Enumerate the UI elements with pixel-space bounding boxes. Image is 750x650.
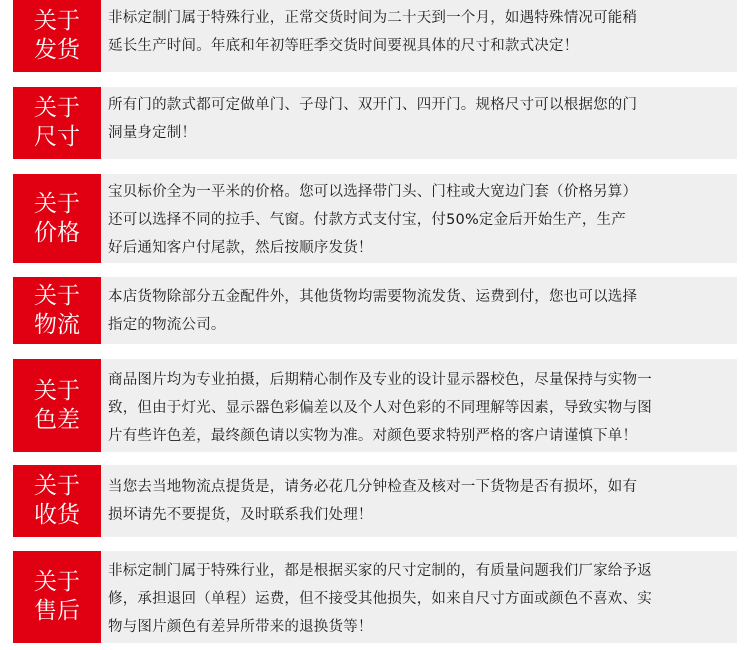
notice-label-line: 收货	[34, 502, 80, 528]
notice-label-line: 关于	[34, 282, 80, 309]
notice-text-line: 还可以选择不同的拉手、气窗。付款方式支付宝，付50%定金后开始生产，生产	[108, 212, 626, 228]
notice-text-line: 延长生产时间。年底和年初等旺季交货时间要视具体的尺寸和款式决定！	[108, 38, 579, 54]
notice-color-difference	[13, 359, 737, 452]
notice-label-line: 关于	[34, 190, 80, 217]
notice-text-line: 损坏请先不要提货，及时联系我们处理！	[108, 507, 373, 523]
notice-shipping	[13, 0, 737, 72]
notice-logistics	[13, 277, 737, 344]
notice-text	[108, 473, 729, 529]
notice-text	[108, 91, 729, 147]
notice-label-line: 色差	[34, 406, 80, 433]
notice-text-line: 洞量身定制！	[108, 125, 197, 141]
notice-text-line: 修，承担退回（单程）运费，但不接受其他损失，如来自尺寸方面或颜色不喜欢、实	[108, 591, 652, 607]
notice-text-line: 好后通知客户付尾款，然后按顺序发货！	[108, 240, 373, 256]
notice-label-line: 价格	[34, 219, 80, 246]
notice-text	[108, 557, 729, 641]
notice-text-line: 非标定制门属于特殊行业，正常交货时间为二十天到一个月，如遇特殊情况可能稍	[108, 10, 638, 26]
notice-text	[108, 283, 729, 339]
notice-label	[13, 465, 101, 537]
notice-text	[108, 178, 729, 262]
notice-label	[13, 551, 101, 643]
notice-size	[13, 87, 737, 159]
notice-text-line: 所有门的款式都可定做单门、子母门、双开门、四开门。规格尺寸可以根据您的门	[108, 97, 638, 113]
notice-label-line: 关于	[34, 473, 80, 499]
notice-label-line: 物流	[34, 311, 80, 338]
notice-label	[13, 0, 101, 72]
notice-text-line: 宝贝标价全为一平米的价格。您可以选择带门头、门柱或大宽边门套（价格另算）	[108, 184, 638, 200]
notice-text	[108, 366, 729, 450]
notice-text-line: 致，但由于灯光、显示器色彩偏差以及个人对色彩的不同理解等因素，导致实物与图	[108, 400, 652, 416]
notice-after-sales	[13, 551, 737, 643]
notice-text-line: 当您去当地物流点提货是，请务必花几分钟检查及核对一下货物是否有损坏，如有	[108, 479, 638, 495]
notice-text-line: 物与图片颜色有差异所带来的退换货等！	[108, 619, 373, 635]
notice-price	[13, 174, 737, 263]
notice-text-line: 非标定制门属于特殊行业，都是根据买家的尺寸定制的，有质量问题我们厂家给予返	[108, 563, 652, 579]
notice-text	[108, 4, 729, 60]
notice-receiving	[13, 465, 737, 537]
notice-label-line: 售后	[34, 598, 80, 624]
notice-label	[13, 174, 101, 263]
notice-label	[13, 277, 101, 344]
notice-text-line: 商品图片均为专业拍摄，后期精心制作及专业的设计显示器校色，尽量保持与实物一	[108, 372, 652, 388]
notice-label-line: 关于	[34, 8, 80, 34]
notice-text-line: 片有些许色差，最终颜色请以实物为准。对颜色要求特别严格的客户请谨慎下单！	[108, 428, 638, 444]
notice-label-line: 发货	[34, 37, 80, 63]
notice-text-line: 本店货物除部分五金配件外，其他货物均需要物流发货、运费到付，您也可以选择	[108, 289, 638, 305]
notice-label-line: 关于	[34, 377, 80, 404]
notice-text-line: 指定的物流公司。	[108, 317, 226, 333]
notice-label	[13, 87, 101, 159]
notice-label-line: 尺寸	[34, 124, 80, 150]
notice-label	[13, 359, 101, 452]
notice-label-line: 关于	[34, 569, 80, 595]
notice-label-line: 关于	[34, 95, 80, 121]
